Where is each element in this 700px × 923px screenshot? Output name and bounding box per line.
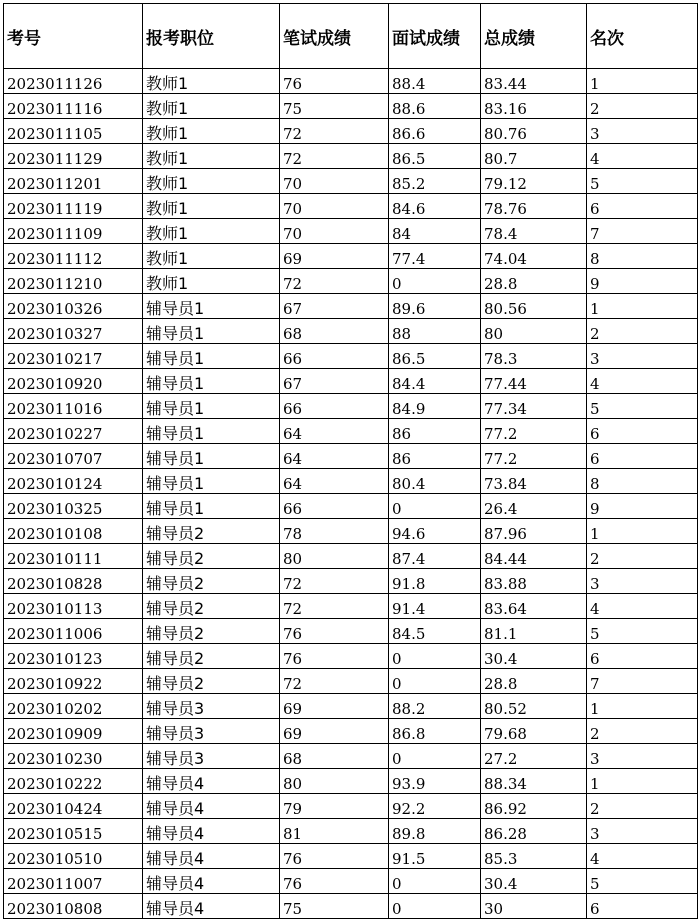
cell-interview-score: 0	[389, 269, 481, 294]
cell-interview-score: 92.2	[389, 794, 481, 819]
cell-exam-number: 2023010327	[4, 319, 143, 344]
cell-exam-number: 2023011105	[4, 119, 143, 144]
cell-interview-score: 86	[389, 444, 481, 469]
cell-total-score: 28.8	[481, 669, 587, 694]
cell-total-score: 80.76	[481, 119, 587, 144]
table-row	[4, 244, 698, 269]
cell-written-score: 70	[280, 169, 389, 194]
table-row	[4, 169, 698, 194]
cell-interview-score: 84.4	[389, 369, 481, 394]
cell-total-score: 87.96	[481, 519, 587, 544]
cell-total-score: 80.52	[481, 694, 587, 719]
cell-exam-number: 2023010325	[4, 494, 143, 519]
cell-interview-score: 87.4	[389, 544, 481, 569]
cell-rank: 4	[587, 144, 698, 169]
cell-interview-score: 91.4	[389, 594, 481, 619]
cell-rank: 6	[587, 194, 698, 219]
cell-position: 辅导员2	[143, 669, 280, 694]
cell-total-score: 73.84	[481, 469, 587, 494]
cell-written-score: 70	[280, 219, 389, 244]
cell-interview-score: 88.6	[389, 94, 481, 119]
cell-position: 教师1	[143, 169, 280, 194]
cell-rank: 1	[587, 519, 698, 544]
table-row	[4, 419, 698, 444]
cell-position: 辅导员3	[143, 719, 280, 744]
cell-total-score: 84.44	[481, 544, 587, 569]
cell-position: 教师1	[143, 144, 280, 169]
cell-position: 辅导员1	[143, 369, 280, 394]
cell-written-score: 66	[280, 494, 389, 519]
cell-total-score: 85.3	[481, 844, 587, 869]
cell-interview-score: 0	[389, 894, 481, 919]
table-row	[4, 369, 698, 394]
cell-position: 辅导员4	[143, 794, 280, 819]
table-row	[4, 119, 698, 144]
cell-exam-number: 2023011126	[4, 69, 143, 94]
cell-total-score: 86.28	[481, 819, 587, 844]
cell-position: 教师1	[143, 194, 280, 219]
cell-rank: 5	[587, 619, 698, 644]
table-row	[4, 619, 698, 644]
cell-total-score: 83.16	[481, 94, 587, 119]
cell-position: 辅导员2	[143, 644, 280, 669]
cell-exam-number: 2023011109	[4, 219, 143, 244]
cell-interview-score: 0	[389, 744, 481, 769]
cell-written-score: 72	[280, 669, 389, 694]
table-row	[4, 594, 698, 619]
cell-rank: 6	[587, 444, 698, 469]
table-row	[4, 294, 698, 319]
cell-exam-number: 2023011129	[4, 144, 143, 169]
cell-rank: 3	[587, 569, 698, 594]
cell-total-score: 88.34	[481, 769, 587, 794]
table-row	[4, 519, 698, 544]
cell-total-score: 26.4	[481, 494, 587, 519]
cell-position: 辅导员2	[143, 544, 280, 569]
cell-exam-number: 2023011116	[4, 94, 143, 119]
cell-total-score: 77.2	[481, 444, 587, 469]
cell-written-score: 72	[280, 594, 389, 619]
cell-interview-score: 88.4	[389, 69, 481, 94]
cell-interview-score: 84.5	[389, 619, 481, 644]
table-row	[4, 394, 698, 419]
cell-total-score: 83.88	[481, 569, 587, 594]
cell-exam-number: 2023010113	[4, 594, 143, 619]
cell-interview-score: 91.5	[389, 844, 481, 869]
cell-exam-number: 2023010111	[4, 544, 143, 569]
cell-written-score: 64	[280, 469, 389, 494]
cell-position: 辅导员1	[143, 494, 280, 519]
table-row	[4, 69, 698, 94]
cell-total-score: 80.56	[481, 294, 587, 319]
cell-written-score: 72	[280, 119, 389, 144]
table-row	[4, 569, 698, 594]
cell-total-score: 28.8	[481, 269, 587, 294]
cell-rank: 4	[587, 594, 698, 619]
cell-rank: 4	[587, 369, 698, 394]
table-row	[4, 194, 698, 219]
cell-position: 辅导员1	[143, 444, 280, 469]
header-rank: 名次	[587, 4, 698, 69]
cell-position: 辅导员1	[143, 319, 280, 344]
cell-interview-score: 88	[389, 319, 481, 344]
cell-exam-number: 2023010124	[4, 469, 143, 494]
cell-rank: 6	[587, 894, 698, 919]
cell-exam-number: 2023010217	[4, 344, 143, 369]
cell-total-score: 86.92	[481, 794, 587, 819]
cell-exam-number: 2023010510	[4, 844, 143, 869]
cell-written-score: 66	[280, 344, 389, 369]
cell-interview-score: 86	[389, 419, 481, 444]
cell-written-score: 75	[280, 94, 389, 119]
cell-exam-number: 2023010515	[4, 819, 143, 844]
table-row	[4, 719, 698, 744]
header-total-score: 总成绩	[481, 4, 587, 69]
cell-total-score: 80	[481, 319, 587, 344]
cell-total-score: 30	[481, 894, 587, 919]
cell-exam-number: 2023011210	[4, 269, 143, 294]
cell-rank: 5	[587, 869, 698, 894]
cell-total-score: 78.4	[481, 219, 587, 244]
cell-rank: 3	[587, 744, 698, 769]
table-row	[4, 344, 698, 369]
cell-written-score: 69	[280, 244, 389, 269]
table-row	[4, 494, 698, 519]
cell-written-score: 67	[280, 369, 389, 394]
cell-interview-score: 0	[389, 869, 481, 894]
cell-exam-number: 2023010222	[4, 769, 143, 794]
cell-written-score: 68	[280, 319, 389, 344]
cell-written-score: 69	[280, 719, 389, 744]
cell-rank: 9	[587, 494, 698, 519]
table-row	[4, 869, 698, 894]
cell-position: 辅导员4	[143, 894, 280, 919]
header-written-score: 笔试成绩	[280, 4, 389, 69]
cell-interview-score: 93.9	[389, 769, 481, 794]
table-row	[4, 794, 698, 819]
cell-position: 辅导员1	[143, 469, 280, 494]
cell-exam-number: 2023010230	[4, 744, 143, 769]
cell-interview-score: 86.6	[389, 119, 481, 144]
table-row	[4, 894, 698, 919]
cell-written-score: 72	[280, 569, 389, 594]
cell-total-score: 30.4	[481, 869, 587, 894]
cell-interview-score: 86.8	[389, 719, 481, 744]
cell-exam-number: 2023011016	[4, 394, 143, 419]
cell-position: 辅导员2	[143, 619, 280, 644]
cell-rank: 5	[587, 394, 698, 419]
table-row	[4, 844, 698, 869]
cell-position: 辅导员1	[143, 419, 280, 444]
header-position: 报考职位	[143, 4, 280, 69]
cell-exam-number: 2023010202	[4, 694, 143, 719]
cell-total-score: 77.44	[481, 369, 587, 394]
cell-exam-number: 2023010920	[4, 369, 143, 394]
cell-exam-number: 2023011007	[4, 869, 143, 894]
cell-rank: 6	[587, 644, 698, 669]
cell-position: 教师1	[143, 94, 280, 119]
cell-position: 辅导员2	[143, 569, 280, 594]
cell-position: 辅导员2	[143, 519, 280, 544]
cell-interview-score: 84	[389, 219, 481, 244]
cell-rank: 3	[587, 344, 698, 369]
cell-written-score: 76	[280, 844, 389, 869]
cell-written-score: 66	[280, 394, 389, 419]
cell-interview-score: 86.5	[389, 344, 481, 369]
cell-written-score: 76	[280, 619, 389, 644]
cell-written-score: 72	[280, 269, 389, 294]
cell-total-score: 78.76	[481, 194, 587, 219]
cell-written-score: 76	[280, 869, 389, 894]
table-row	[4, 269, 698, 294]
cell-position: 辅导员4	[143, 819, 280, 844]
cell-interview-score: 80.4	[389, 469, 481, 494]
table-row	[4, 94, 698, 119]
table-body	[4, 69, 698, 919]
cell-rank: 9	[587, 269, 698, 294]
cell-exam-number: 2023010326	[4, 294, 143, 319]
cell-exam-number: 2023010424	[4, 794, 143, 819]
cell-position: 辅导员3	[143, 694, 280, 719]
cell-interview-score: 85.2	[389, 169, 481, 194]
table-row	[4, 819, 698, 844]
cell-written-score: 80	[280, 544, 389, 569]
cell-exam-number: 2023011201	[4, 169, 143, 194]
cell-position: 辅导员3	[143, 744, 280, 769]
cell-written-score: 81	[280, 819, 389, 844]
cell-exam-number: 2023010828	[4, 569, 143, 594]
cell-rank: 2	[587, 94, 698, 119]
cell-written-score: 76	[280, 69, 389, 94]
table-row	[4, 769, 698, 794]
cell-written-score: 68	[280, 744, 389, 769]
cell-rank: 6	[587, 419, 698, 444]
header-exam-number: 考号	[4, 4, 143, 69]
cell-position: 教师1	[143, 219, 280, 244]
cell-total-score: 77.34	[481, 394, 587, 419]
cell-total-score: 79.68	[481, 719, 587, 744]
cell-position: 辅导员4	[143, 869, 280, 894]
table-row	[4, 144, 698, 169]
cell-total-score: 77.2	[481, 419, 587, 444]
table-row	[4, 669, 698, 694]
cell-interview-score: 77.4	[389, 244, 481, 269]
cell-written-score: 64	[280, 419, 389, 444]
cell-exam-number: 2023010707	[4, 444, 143, 469]
cell-exam-number: 2023011112	[4, 244, 143, 269]
cell-exam-number: 2023010922	[4, 669, 143, 694]
cell-written-score: 67	[280, 294, 389, 319]
cell-total-score: 27.2	[481, 744, 587, 769]
cell-interview-score: 94.6	[389, 519, 481, 544]
cell-interview-score: 91.8	[389, 569, 481, 594]
cell-total-score: 80.7	[481, 144, 587, 169]
table-row	[4, 694, 698, 719]
cell-interview-score: 84.9	[389, 394, 481, 419]
cell-position: 教师1	[143, 69, 280, 94]
cell-written-score: 69	[280, 694, 389, 719]
cell-rank: 8	[587, 244, 698, 269]
cell-rank: 3	[587, 119, 698, 144]
cell-written-score: 64	[280, 444, 389, 469]
cell-rank: 1	[587, 694, 698, 719]
cell-exam-number: 2023010108	[4, 519, 143, 544]
cell-position: 教师1	[143, 269, 280, 294]
cell-written-score: 72	[280, 144, 389, 169]
cell-written-score: 75	[280, 894, 389, 919]
cell-total-score: 79.12	[481, 169, 587, 194]
cell-interview-score: 0	[389, 669, 481, 694]
cell-exam-number: 2023010909	[4, 719, 143, 744]
table-row	[4, 444, 698, 469]
cell-written-score: 76	[280, 644, 389, 669]
cell-position: 辅导员4	[143, 769, 280, 794]
cell-interview-score: 88.2	[389, 694, 481, 719]
cell-position: 教师1	[143, 119, 280, 144]
cell-interview-score: 89.6	[389, 294, 481, 319]
cell-exam-number: 2023010123	[4, 644, 143, 669]
cell-exam-number: 2023011119	[4, 194, 143, 219]
cell-total-score: 81.1	[481, 619, 587, 644]
cell-interview-score: 0	[389, 644, 481, 669]
table-row	[4, 319, 698, 344]
score-table	[3, 3, 698, 919]
cell-rank: 2	[587, 719, 698, 744]
table-row	[4, 219, 698, 244]
table-row	[4, 544, 698, 569]
header-row	[4, 4, 698, 69]
cell-position: 教师1	[143, 244, 280, 269]
cell-rank: 2	[587, 319, 698, 344]
cell-rank: 2	[587, 544, 698, 569]
cell-position: 辅导员1	[143, 294, 280, 319]
table-row	[4, 469, 698, 494]
cell-rank: 7	[587, 219, 698, 244]
cell-written-score: 78	[280, 519, 389, 544]
cell-rank: 1	[587, 769, 698, 794]
cell-interview-score: 89.8	[389, 819, 481, 844]
cell-interview-score: 86.5	[389, 144, 481, 169]
cell-interview-score: 84.6	[389, 194, 481, 219]
cell-written-score: 79	[280, 794, 389, 819]
cell-exam-number: 2023010808	[4, 894, 143, 919]
cell-total-score: 78.3	[481, 344, 587, 369]
table-row	[4, 644, 698, 669]
cell-position: 辅导员1	[143, 344, 280, 369]
cell-written-score: 80	[280, 769, 389, 794]
cell-rank: 7	[587, 669, 698, 694]
cell-position: 辅导员4	[143, 844, 280, 869]
cell-exam-number: 2023011006	[4, 619, 143, 644]
cell-rank: 2	[587, 794, 698, 819]
cell-written-score: 70	[280, 194, 389, 219]
cell-exam-number: 2023010227	[4, 419, 143, 444]
cell-rank: 8	[587, 469, 698, 494]
header-interview-score: 面试成绩	[389, 4, 481, 69]
table-row	[4, 744, 698, 769]
cell-total-score: 83.44	[481, 69, 587, 94]
cell-rank: 1	[587, 69, 698, 94]
cell-rank: 5	[587, 169, 698, 194]
cell-total-score: 74.04	[481, 244, 587, 269]
cell-position: 辅导员1	[143, 394, 280, 419]
cell-position: 辅导员2	[143, 594, 280, 619]
cell-total-score: 30.4	[481, 644, 587, 669]
cell-rank: 3	[587, 819, 698, 844]
cell-interview-score: 0	[389, 494, 481, 519]
cell-rank: 4	[587, 844, 698, 869]
cell-total-score: 83.64	[481, 594, 587, 619]
cell-rank: 1	[587, 294, 698, 319]
